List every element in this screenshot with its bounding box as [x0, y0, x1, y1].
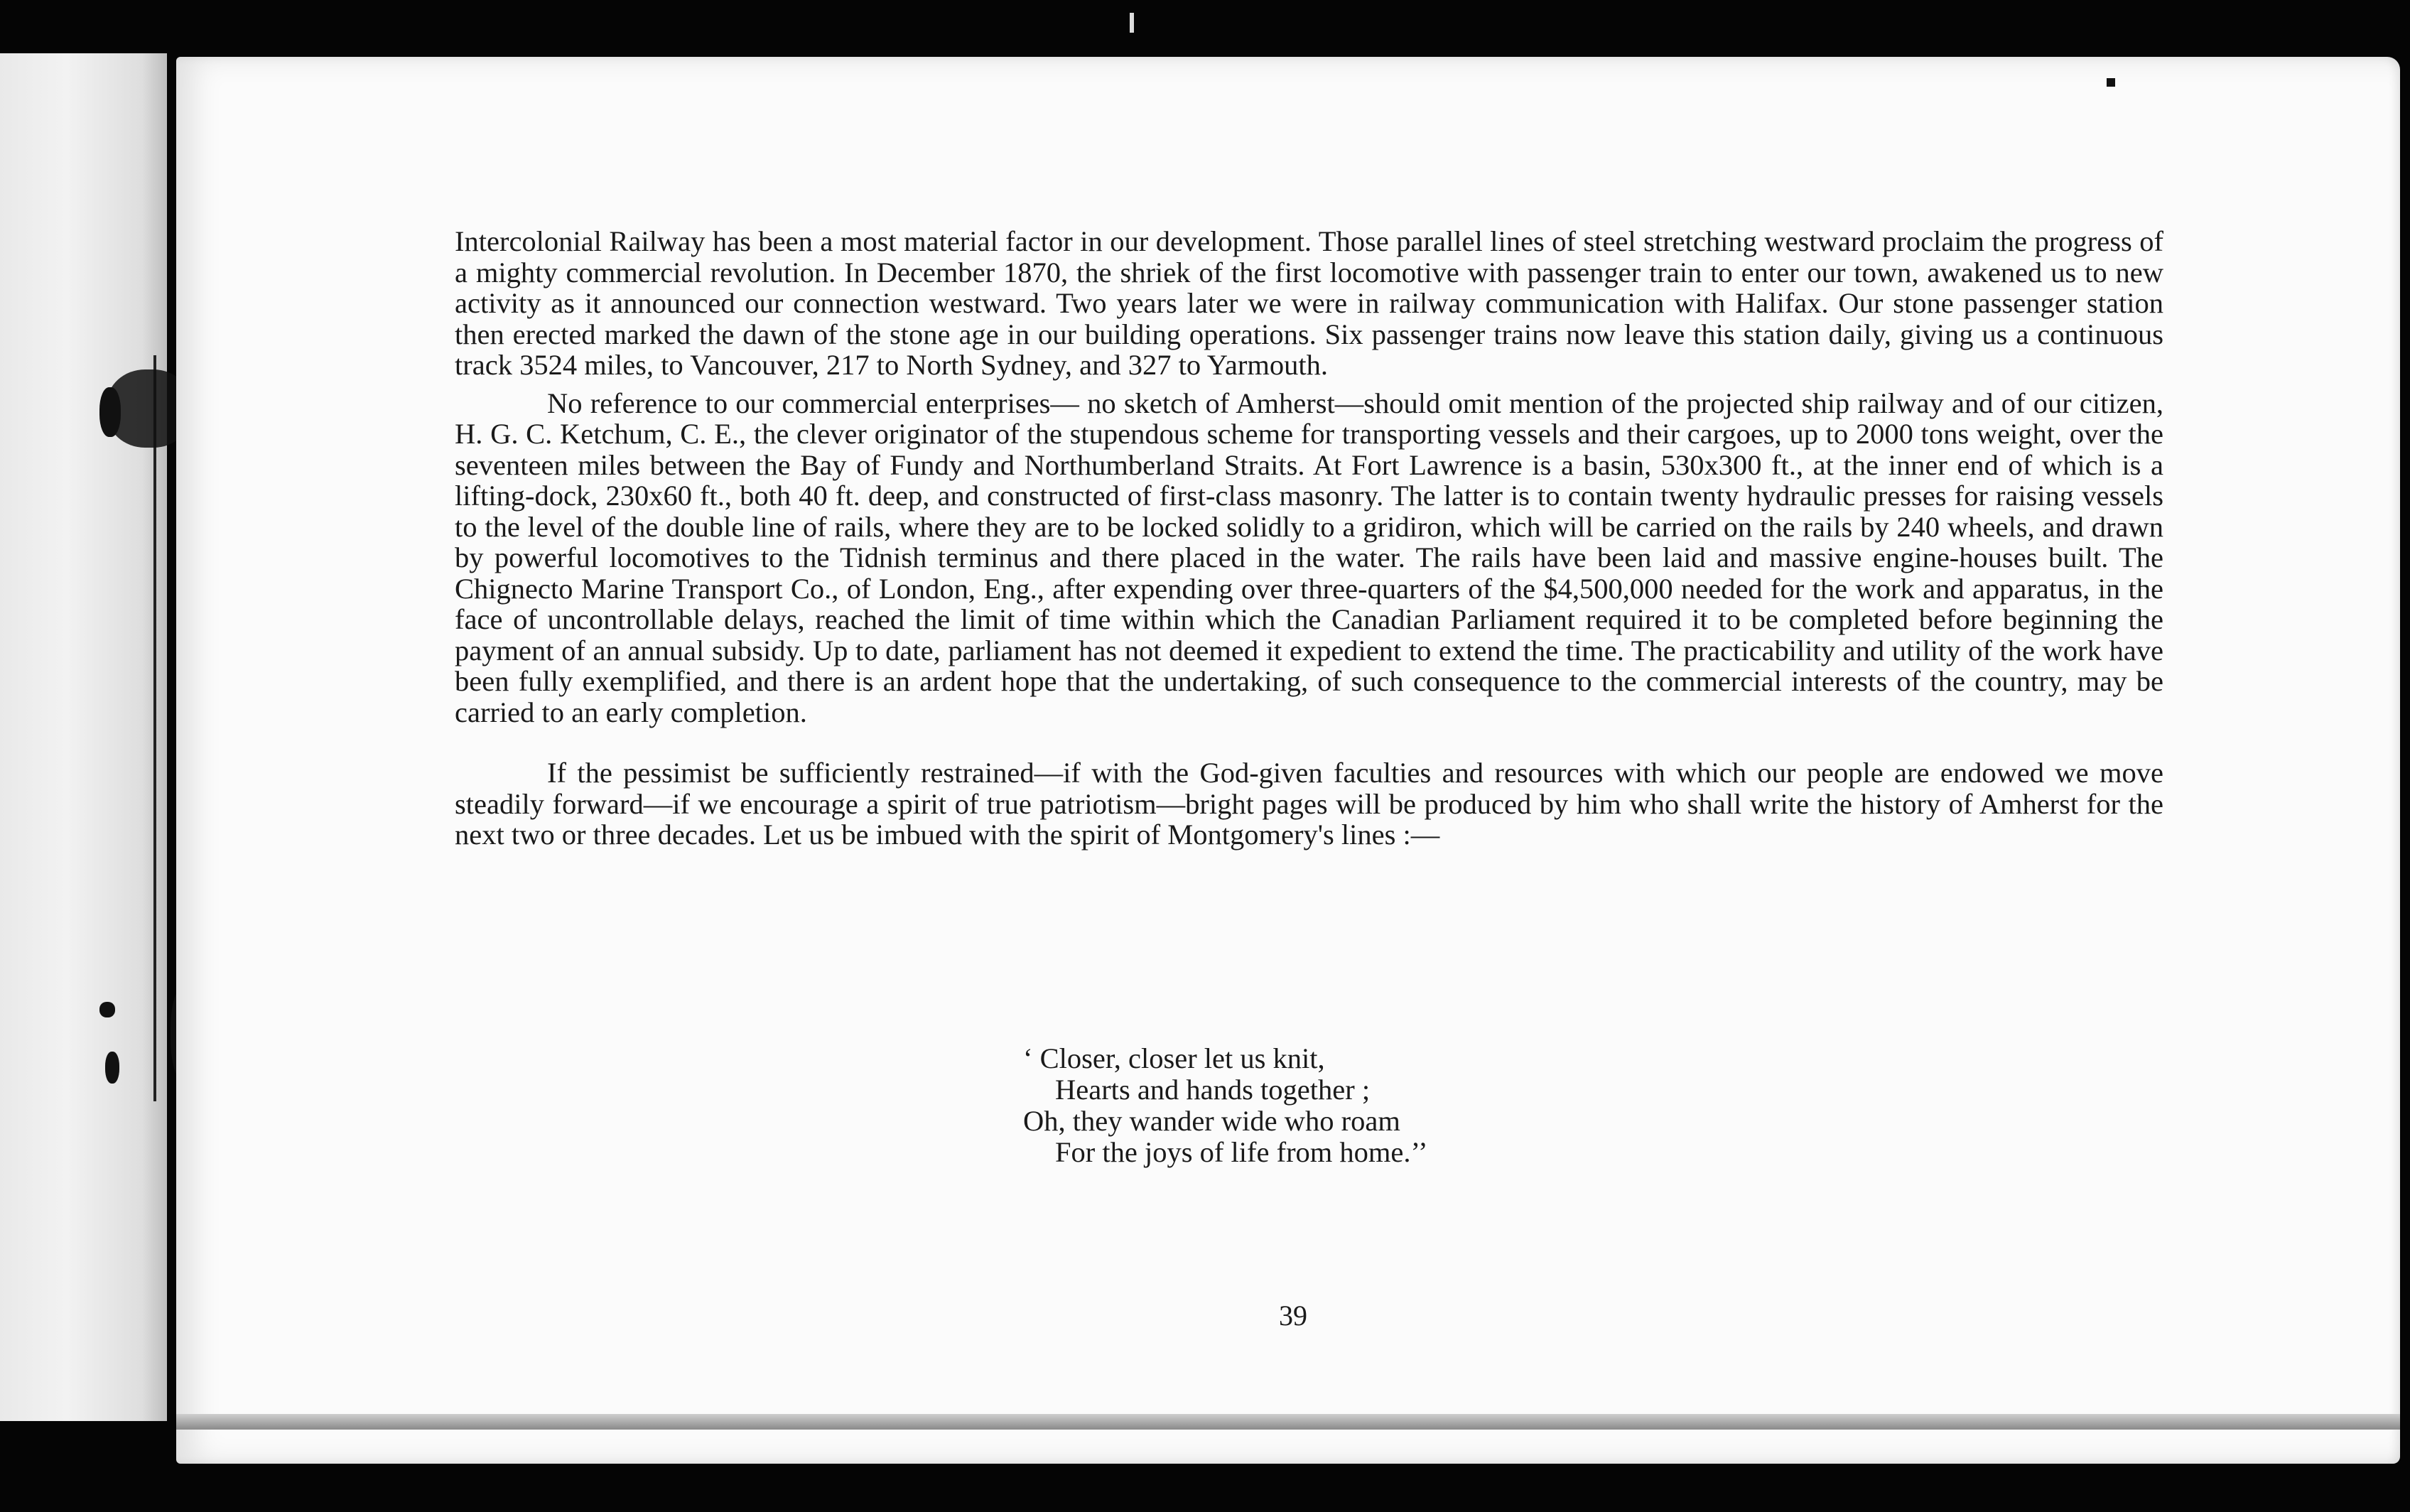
poem-line: Oh, they wander wide who roam: [1023, 1105, 1400, 1137]
binding-hole-upper-left: [99, 387, 121, 437]
top-speck: [1130, 13, 1134, 33]
paragraph-conclusion: If the pessimist be sufficiently restrained—if with the God-given faculties and resources with which our people are endowed we move steadily forward—if we encourage a spirit of true patriotism—bright pages will be produced by him who shall write the history of Amherst for the next two or three decades. Let us be imbued with the spirit of Montgomery's lines :—: [455, 757, 2163, 850]
poem-line: For the joys of life from home.’’: [1055, 1136, 1428, 1168]
paragraph-ship-railway: No reference to our commercial enterprises— no sketch of Amherst—should omit mention of the projected ship railway and of our citizen, H. G. C. Ketchum, C. E., the clever originator of the stupendous scheme for transporting vessels and their cargoes, up to 2000 tons weight, over the seventeen miles between the Bay of Fundy and Northumberland Straits. At Fort Lawrence is a basin, 530x300 ft., at the inner end of which is a lifting-dock, 230x60 ft., both 40 ft. deep, and constructed of first-class masonry. The latter is to contain twenty hydraulic presses for raising vessels to the level of the double line of rails, where they are to be locked solidly to a gridiron, which will be carried on the rails by 240 wheels, and drawn by powerful locomotives to the Tidnish terminus and there placed in the water. The rails have been laid and massive engine-houses built. The Chignecto Marine Transport Co., of London, Eng., after expending over three-quarters of the $4,500,000 needed for the work and apparatus, in the face of uncontrollable delays, reached the limit of time within which the Canadian Parliament required it to be completed before beginning the payment of an annual subsidy. Up to date, parliament has not deemed it expedient to extend the time. The practicability and utility of the work have been fully exemplified, and there is an ardent hope that the undertaking, of such consequence to the commercial interests of the country, may be carried to an early completion.: [455, 387, 2163, 728]
left-page-edge: [0, 53, 167, 1421]
poem-line: ‘ Closer, closer let us knit,: [1023, 1042, 1325, 1074]
binding-gutter: [153, 355, 156, 1101]
top-right-speck: [2107, 78, 2115, 87]
binding-hole-lower-left-2: [105, 1052, 119, 1084]
page-number: 39: [1279, 1300, 1307, 1332]
poem-line: Hearts and hands together ;: [1055, 1074, 1371, 1106]
body-text: [455, 226, 2163, 850]
poem-quote: [1023, 1043, 1428, 1168]
paragraph-railway: Intercolonial Railway has been a most material factor in our development. Those parallel lines of steel stretching westward proclaim the progress of a mighty commercial revolution. In December 1870, the shriek of the first locomotive with passenger train to enter our town, awakened us to new activity as it announced our connection westward. Two years later we were in railway communication with Halifax. Our stone passenger station then erected marked the dawn of the stone age in our building operations. Six passenger trains now leave this station daily, giving us a continuous track 3524 miles, to Vancouver, 217 to North Sydney, and 327 to Yarmouth.: [455, 225, 2163, 381]
page-bottom-edge: [176, 1414, 2400, 1430]
binding-hole-lower-left: [99, 1002, 115, 1017]
